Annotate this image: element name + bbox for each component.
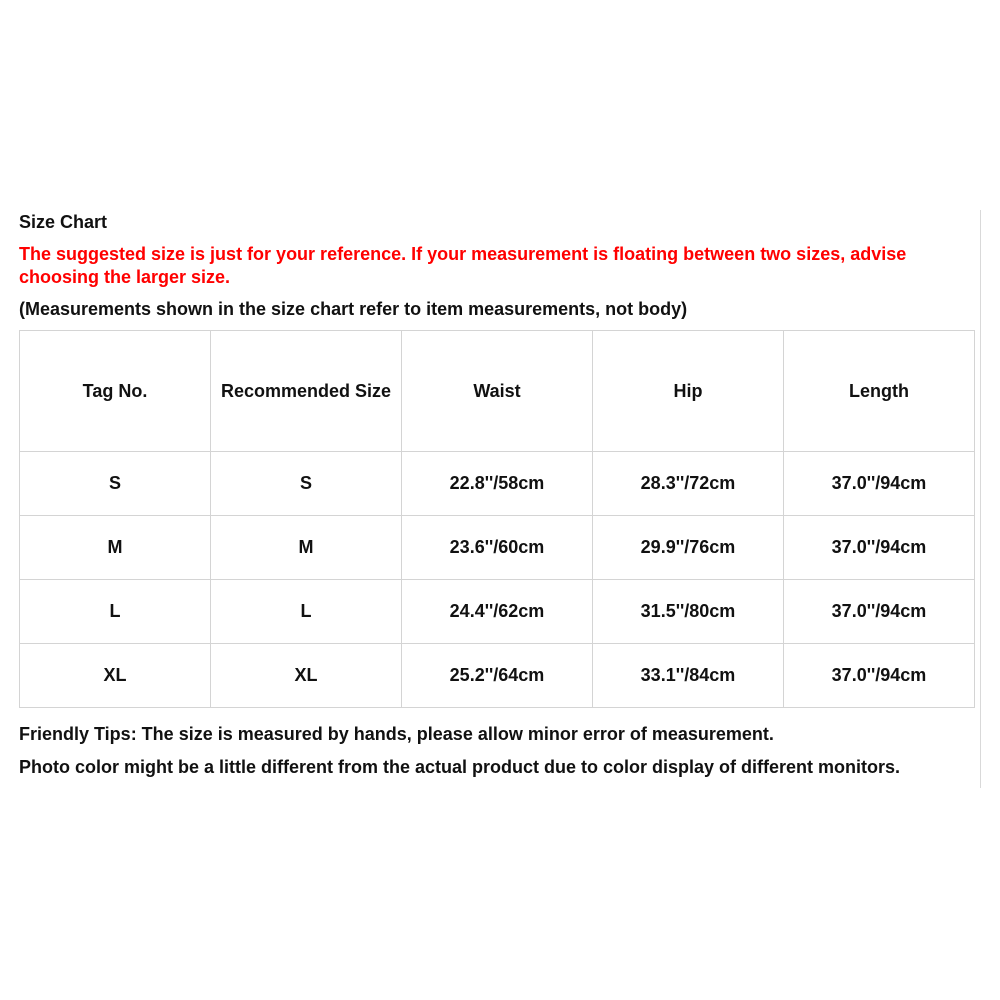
size-chart-title: Size Chart (19, 212, 108, 232)
header-hip: Hip (593, 331, 784, 452)
cell-tag: S (20, 452, 211, 516)
table-header-row (20, 331, 975, 452)
header-recommended-size (211, 331, 402, 452)
cell-hip: 29.9''/76cm (593, 516, 784, 580)
header-waist: Waist (402, 331, 593, 452)
cell-tag: M (20, 516, 211, 580)
cell-length: 37.0''/94cm (784, 644, 975, 708)
cell-recommended: M (211, 516, 402, 580)
size-warning-text: The suggested size is just for your reference. If your measurement is floating between two sizes, advise choosing the larger size. (19, 244, 907, 287)
cell-hip: 31.5''/80cm (593, 580, 784, 644)
size-table (19, 330, 975, 708)
table-row (20, 644, 975, 708)
cell-tag: XL (20, 644, 211, 708)
header-length: Length (784, 331, 975, 452)
measurement-note: (Measurements shown in the size chart refer to item measurements, not body) (19, 299, 688, 319)
cell-recommended: XL (211, 644, 402, 708)
table-row (20, 452, 975, 516)
cell-waist: 23.6''/60cm (402, 516, 593, 580)
cell-recommended: S (211, 452, 402, 516)
cell-waist: 25.2''/64cm (402, 644, 593, 708)
right-divider (980, 210, 981, 788)
cell-recommended: L (211, 580, 402, 644)
cell-tag: L (20, 580, 211, 644)
cell-waist: 24.4''/62cm (402, 580, 593, 644)
photo-color-note: Photo color might be a little different from the actual product due to color display of different monitors. (19, 757, 901, 777)
cell-waist: 22.8''/58cm (402, 452, 593, 516)
table-row (20, 516, 975, 580)
cell-hip: 33.1''/84cm (593, 644, 784, 708)
cell-length: 37.0''/94cm (784, 516, 975, 580)
cell-hip: 28.3''/72cm (593, 452, 784, 516)
friendly-tips-text: Friendly Tips: The size is measured by hands, please allow minor error of measurement. (19, 724, 774, 744)
cell-length: 37.0''/94cm (784, 452, 975, 516)
header-tag-no: Tag No. (20, 331, 211, 452)
table-row (20, 580, 975, 644)
cell-length: 37.0''/94cm (784, 580, 975, 644)
header-recommended-size-label: Recommended Size (220, 380, 392, 401)
